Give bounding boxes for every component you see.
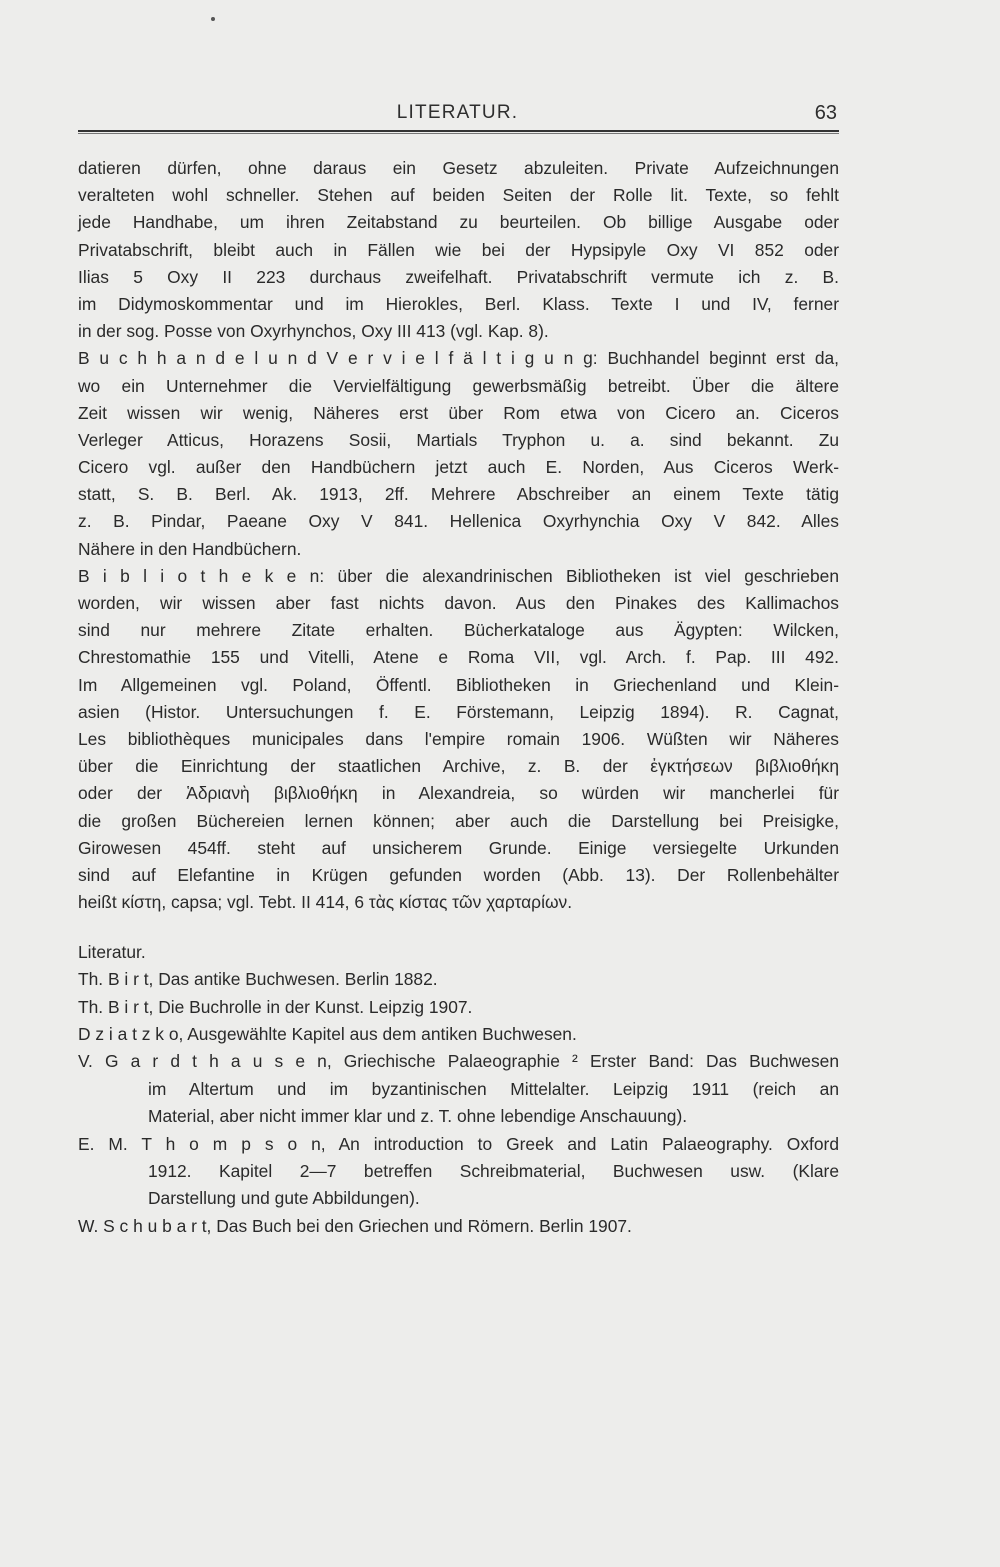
literature-ref-cont: 1912. Kapitel 2—7 betreffen Schreibmaterial, Buchwesen usw. (Klare — [148, 1160, 839, 1181]
literature-ref-cont: Material, aber nicht immer klar und z. T. ohne lebendige Anschauung). — [148, 1106, 688, 1127]
text-line: über die Einrichtung der staatlichen Archive, z. B. der ἐγκτήσεων βιβλιοθήκη — [78, 756, 839, 777]
print-speck — [211, 17, 215, 21]
text-line: Zeit wissen wir wenig, Näheres erst über Rom etwa von Cicero an. Ciceros — [78, 402, 839, 423]
text-line: Chrestomathie 155 und Vitelli, Atene e Roma VII, vgl. Arch. f. Pap. III 492. — [78, 647, 839, 668]
text-line: z. B. Pindar, Paeane Oxy V 841. Hellenica Oxyrhynchia Oxy V 842. Alles — [78, 511, 839, 532]
text-line: jede Handhabe, um ihren Zeitabstand zu beurteilen. Ob billige Ausgabe oder — [78, 212, 839, 233]
text-line: die großen Büchereien lernen können; aber auch die Darstellung bei Preisigke, — [78, 810, 839, 831]
text-line: Im Allgemeinen vgl. Poland, Öffentl. Bibliotheken in Griechenland und Klein- — [78, 674, 839, 695]
body-text — [78, 155, 839, 1240]
text-line: veralteten wohl schneller. Stehen auf beiden Seiten der Rolle lit. Texte, so fehlt — [78, 185, 839, 206]
section-gap — [78, 916, 839, 938]
literature-ref: D z i a t z k o, Ausgewählte Kapitel aus dem antiken Buchwesen. — [78, 1024, 577, 1045]
text-line: in der sog. Posse von Oxyrhynchos, Oxy III 413 (vgl. Kap. 8). — [78, 321, 549, 342]
text-line: sind auf Elefantine in Krügen gefunden worden (Abb. 13). Der Rollenbehälter — [78, 864, 839, 885]
text-line: datieren dürfen, ohne daraus ein Gesetz abzuleiten. Private Aufzeichnungen — [78, 158, 839, 178]
text-line: asien (Histor. Untersuchungen f. E. Förstemann, Leipzig 1894). R. Cagnat, — [78, 701, 839, 722]
header-rule-thin — [78, 133, 839, 134]
text-line: im Didymoskommentar und im Hierokles, Berl. Klass. Texte I und IV, ferner — [78, 293, 839, 314]
text-line: worden, wir wissen aber fast nichts davon. Aus den Pinakes des Kallimachos — [78, 593, 839, 613]
page-number: 63 — [814, 102, 837, 124]
running-header — [78, 102, 837, 128]
text-line: Les bibliothèques municipales dans l'empire romain 1906. Wüßten wir Näheres — [78, 728, 839, 749]
text-line: Nähere in den Handbüchern. — [78, 538, 302, 559]
literature-ref: Th. B i r t, Das antike Buchwesen. Berlin 1882. — [78, 969, 438, 990]
literature-ref-cont: Darstellung und gute Abbildungen). — [148, 1188, 420, 1209]
text-line: wo ein Unternehmer die Vervielfältigung gewerbsmäßig betreibt. Über die ältere — [78, 375, 839, 396]
text-line: oder der Ἁδριανὴ βιβλιοθήκη in Alexandreia, so würden wir mancherlei für — [78, 783, 839, 804]
text-line: sind nur mehrere Zitate erhalten. Bücherkataloge aus Ägypten: Wilcken, — [78, 620, 839, 641]
text-line: Girowesen 454ff. steht auf unsicherem Grunde. Einige versiegelte Urkunden — [78, 837, 839, 858]
text-line: statt, S. B. Berl. Ak. 1913, 2ff. Mehrere Abschreiber an einem Texte tätig — [78, 484, 839, 505]
text-line: heißt κίστη, capsa; vgl. Tebt. II 414, 6 τὰς κίστας τῶν χαρταρίων. — [78, 892, 573, 913]
literature-ref: E. M. T h o m p s o n, An introduction to Greek and Latin Palaeography. Oxford — [78, 1133, 839, 1154]
literature-ref: W. S c h u b a r t, Das Buch bei den Griechen und Römern. Berlin 1907. — [78, 1215, 632, 1236]
section-line-buchhandel: B u c h h a n d e l u n d V e r v i e l f ä l t i g u n g: Buchhandel beginnt erst da, — [78, 348, 839, 369]
text-line: Verleger Atticus, Horazens Sosii, Martials Tryphon u. a. sind bekannt. Zu — [78, 429, 839, 450]
running-title: LITERATUR. — [396, 102, 519, 123]
section-line-bibliotheken: B i b l i o t h e k e n: über die alexandrinischen Bibliotheken ist viel geschrieben — [78, 565, 839, 586]
literature-heading: Literatur. — [78, 942, 146, 963]
literature-ref: V. G a r d t h a u s e n, Griechische Palaeographie ² Erster Band: Das Buchwesen — [78, 1051, 839, 1072]
literature-ref-cont: im Altertum und im byzantinischen Mittelalter. Leipzig 1911 (reich an — [148, 1078, 839, 1099]
text-line: Privatabschrift, bleibt auch in Fällen wie bei der Hypsipyle Oxy VI 852 oder — [78, 239, 839, 260]
header-rule — [78, 130, 839, 132]
literature-ref: Th. B i r t, Die Buchrolle in der Kunst. Leipzig 1907. — [78, 996, 473, 1017]
text-line: Cicero vgl. außer den Handbüchern jetzt auch E. Norden, Aus Ciceros Werk- — [78, 457, 839, 478]
text-line: Ilias 5 Oxy II 223 durchaus zweifelhaft. Privatabschrift vermute ich z. B. — [78, 266, 839, 287]
